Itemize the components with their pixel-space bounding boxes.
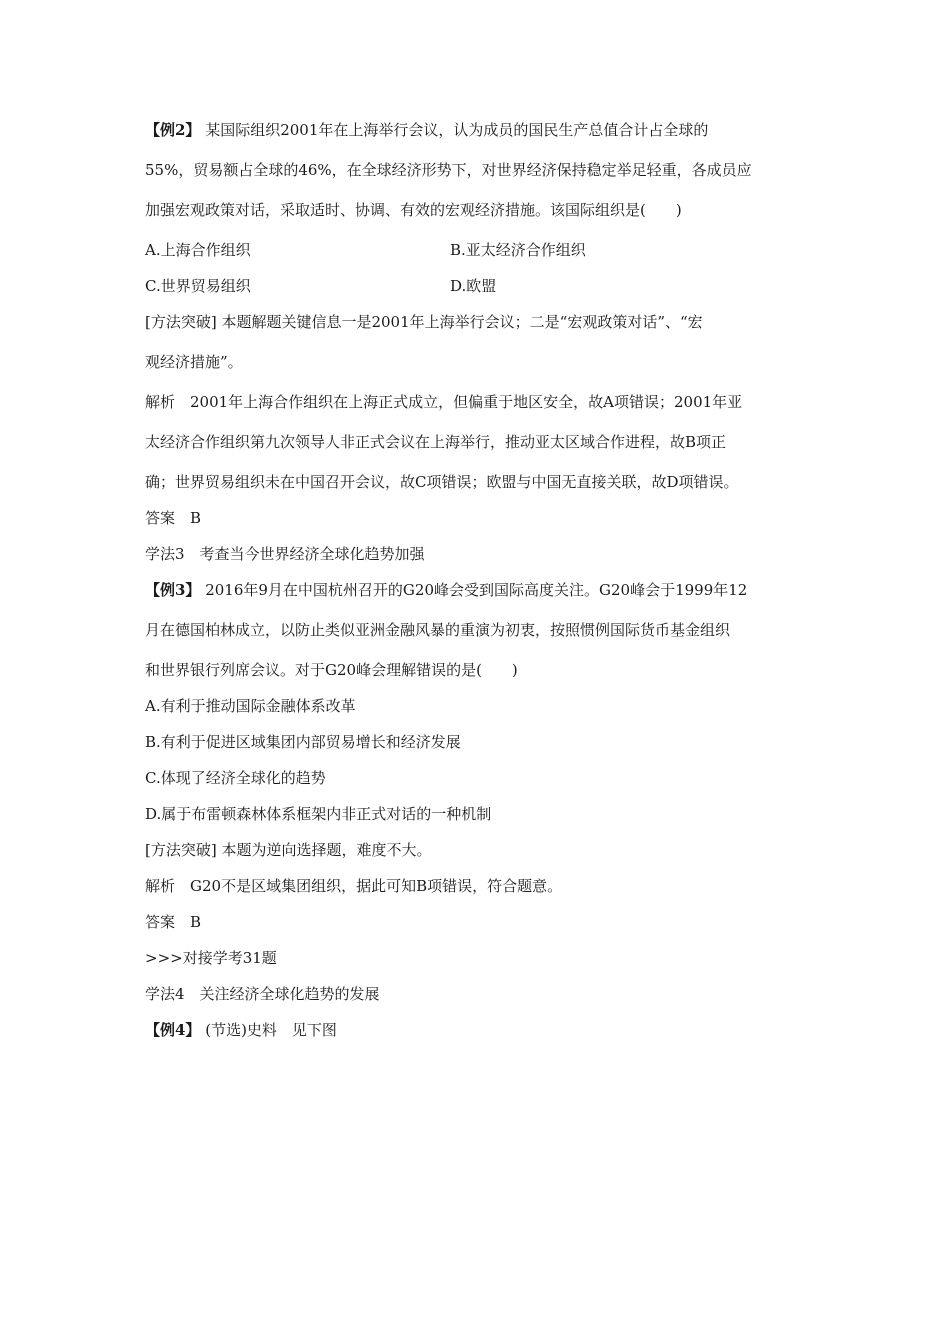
ex4-tag: 【例4】 [145, 1021, 201, 1039]
ex2-question-line-2: 55%，贸易额占全球的46%，在全球经济形势下，对世界经济保持稳定举足轻重，各成员应 [145, 161, 752, 179]
study-method-3-heading: 学法3 考查当今世界经济全球化趋势加强 [145, 545, 425, 563]
ex2-answer: 答案 B [145, 509, 202, 527]
ex3-option-b: B.有利于促进区域集团内部贸易增长和经济发展 [145, 733, 461, 751]
exam-link: >>>对接学考31题 [145, 949, 277, 967]
ex2-option-c: C.世界贸易组织 [145, 277, 251, 295]
ex2-question-line-1 [145, 120, 810, 140]
ex3-method: [方法突破] 本题为逆向选择题，难度不大。 [145, 841, 432, 859]
ex3-option-c: C.体现了经济全球化的趋势 [145, 769, 326, 787]
ex3-analysis: 解析 G20不是区域集团组织，据此可知B项错误，符合题意。 [145, 877, 563, 895]
ex2-method-line-2: 观经济措施”。 [145, 353, 243, 371]
ex2-method-line-1: [方法突破] 本题解题关键信息一是2001年上海举行会议；二是“宏观政策对话”、“宏 [145, 313, 703, 331]
ex2-question-line-3: 加强宏观政策对话，采取适时、协调、有效的宏观经济措施。该国际组织是( ) [145, 201, 682, 219]
ex4-line [145, 1020, 810, 1040]
ex2-option-b: B.亚太经济合作组织 [450, 241, 586, 259]
ex3-tag: 【例3】 [145, 581, 201, 599]
ex2-question-text-1: 某国际组织2001年在上海举行会议，认为成员的国民生产总值合计占全球的 [205, 121, 709, 139]
ex3-option-a: A.有利于推动国际金融体系改革 [145, 697, 356, 715]
ex2-option-d: D.欧盟 [450, 277, 497, 295]
ex3-question-line-2: 月在德国柏林成立，以防止类似亚洲金融风暴的重演为初衷，按照惯例国际货币基金组织 [145, 621, 731, 639]
ex4-text: (节选)史料 见下图 [205, 1021, 337, 1039]
ex2-analysis-line-1: 解析 2001年上海合作组织在上海正式成立，但偏重于地区安全，故A项错误；2001年亚 [145, 393, 743, 411]
ex2-options-row-2 [145, 276, 810, 296]
ex2-options-row-1 [145, 240, 810, 260]
ex2-option-a: A.上海合作组织 [145, 241, 251, 259]
ex3-question-line-3: 和世界银行列席会议。对于G20峰会理解错误的是( ) [145, 661, 518, 679]
ex3-option-d: D.属于布雷顿森林体系框架内非正式对话的一种机制 [145, 805, 492, 823]
study-method-4-heading: 学法4 关注经济全球化趋势的发展 [145, 985, 380, 1003]
ex3-question-text-1: 2016年9月在中国杭州召开的G20峰会受到国际高度关注。G20峰会于1999年12 [205, 581, 748, 599]
document-body [145, 120, 810, 1040]
ex2-analysis-line-2: 太经济合作组织第九次领导人非正式会议在上海举行，推动亚太区域合作进程，故B项正 [145, 433, 727, 451]
ex2-tag: 【例2】 [145, 121, 201, 139]
ex2-analysis-line-3: 确；世界贸易组织未在中国召开会议，故C项错误；欧盟与中国无直接关联，故D项错误。 [145, 473, 739, 491]
ex3-question-line-1 [145, 580, 810, 600]
ex3-answer: 答案 B [145, 913, 202, 931]
